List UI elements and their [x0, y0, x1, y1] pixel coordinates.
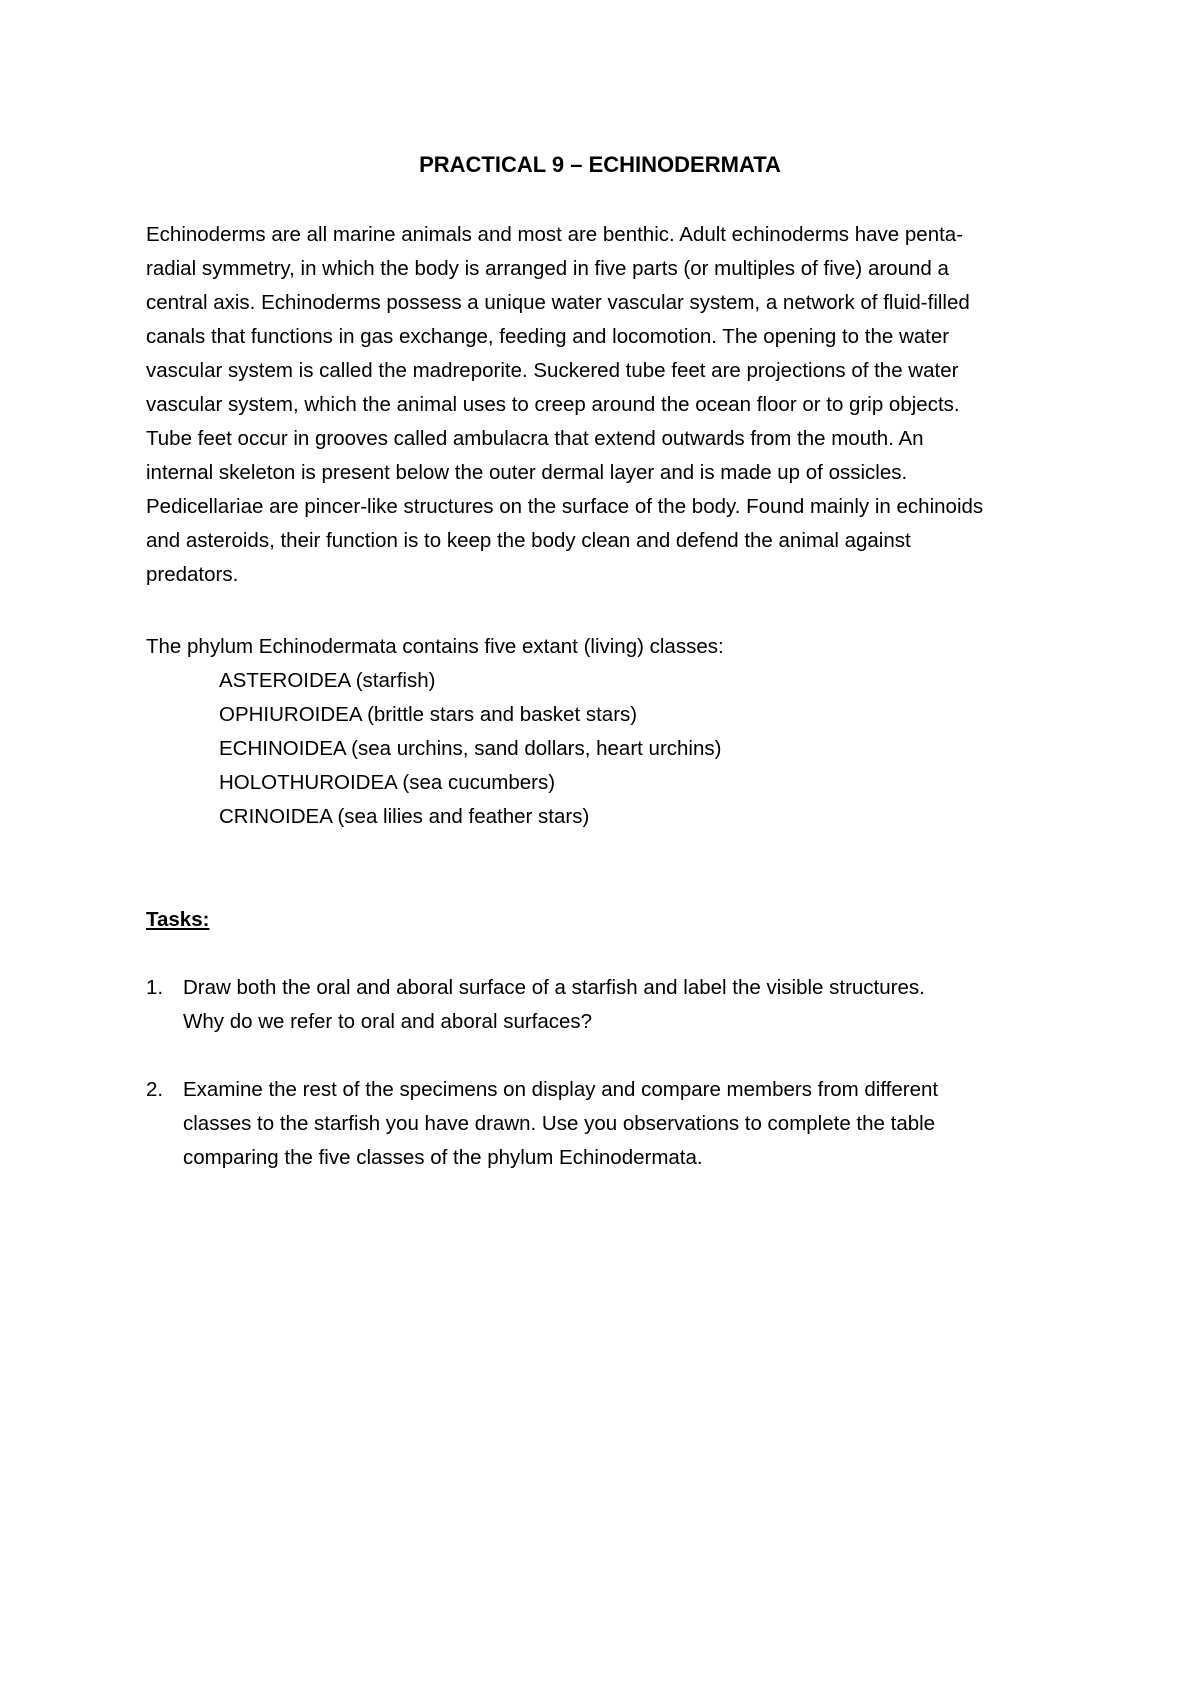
intro-paragraph: [146, 218, 1076, 592]
intro-line: Tube feet occur in grooves called ambulacra that extend outwards from the mouth. An: [146, 427, 924, 450]
task-line: classes to the starfish you have drawn. Use you observations to complete the table: [183, 1112, 936, 1135]
class-item-echinoidea: ECHINOIDEA (sea urchins, sand dollars, heart urchins): [219, 737, 722, 760]
class-item-holothuroidea: HOLOTHUROIDEA (sea cucumbers): [219, 771, 556, 794]
task-text: [183, 971, 925, 1039]
task-text: [183, 1073, 938, 1175]
classes-lead: The phylum Echinodermata contains five extant (living) classes:: [146, 635, 724, 658]
intro-line: radial symmetry, in which the body is arranged in five parts (or multiples of five) around a: [146, 257, 949, 280]
task-line: comparing the five classes of the phylum Echinodermata.: [183, 1146, 703, 1169]
intro-line: vascular system, which the animal uses to creep around the ocean floor or to grip objects.: [146, 393, 960, 416]
class-list: [219, 664, 721, 834]
intro-line: predators.: [146, 563, 239, 586]
class-item-asteroidea: ASTEROIDEA (starfish): [219, 669, 436, 692]
class-item-ophiuroidea: OPHIUROIDEA (brittle stars and basket stars): [219, 703, 638, 726]
intro-line: Pedicellariae are pincer-like structures on the surface of the body. Found mainly in echinoids: [146, 495, 984, 518]
intro-line: Echinoderms are all marine animals and most are benthic. Adult echinoderms have penta-: [146, 223, 964, 246]
task-line: Examine the rest of the specimens on display and compare members from different: [183, 1078, 939, 1101]
task-number: 2.: [146, 1078, 164, 1101]
intro-line: and asteroids, their function is to keep the body clean and defend the animal against: [146, 529, 911, 552]
intro-line: vascular system is called the madreporite. Suckered tube feet are projections of the water: [146, 359, 959, 382]
task-number: 1.: [146, 976, 164, 999]
task-line: Why do we refer to oral and aboral surfaces?: [183, 1010, 593, 1033]
intro-line: central axis. Echinoderms possess a unique water vascular system, a network of fluid-filled: [146, 291, 970, 314]
tasks-heading: Tasks:: [146, 908, 210, 931]
task-line: Draw both the oral and aboral surface of a starfish and label the visible structures.: [183, 976, 925, 999]
class-item-crinoidea: CRINOIDEA (sea lilies and feather stars): [219, 805, 590, 828]
page-title: PRACTICAL 9 – ECHINODERMATA: [419, 152, 781, 177]
intro-line: internal skeleton is present below the outer dermal layer and is made up of ossicles.: [146, 461, 908, 484]
intro-line: canals that functions in gas exchange, feeding and locomotion. The opening to the water: [146, 325, 950, 348]
